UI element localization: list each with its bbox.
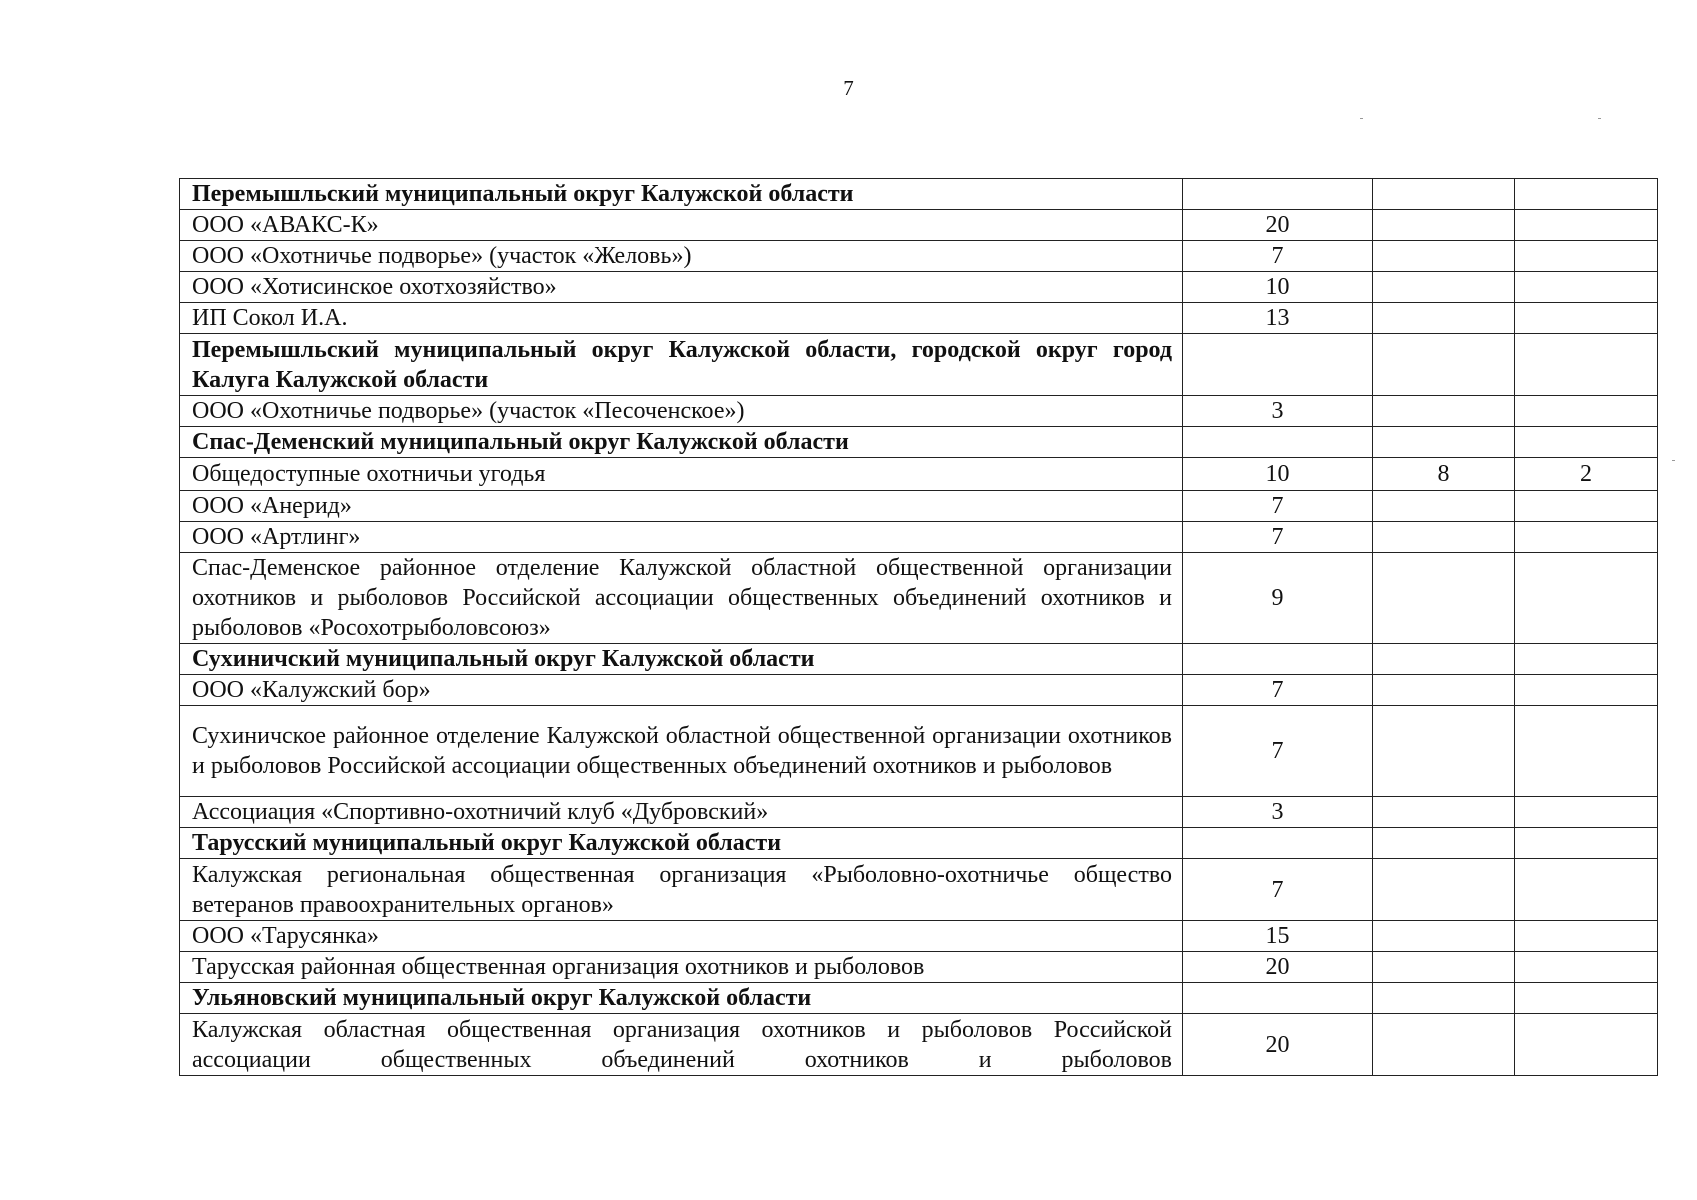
hunting-grounds-table xyxy=(179,178,1657,1076)
section-row xyxy=(180,828,1658,859)
organization-name-cell: Сухиничское районное отделение Калужской областной общественной организации охотников и рыболовов Российской ассоциации общественных объединений охотников и рыболовов xyxy=(180,706,1183,797)
table-row xyxy=(180,303,1658,334)
value-cell-1: 3 xyxy=(1183,797,1373,828)
value-cell-2: 8 xyxy=(1373,458,1515,491)
value-cell-2 xyxy=(1373,828,1515,859)
value-cell-1: 7 xyxy=(1183,522,1373,553)
value-cell-1: 7 xyxy=(1183,859,1373,921)
table-row xyxy=(180,241,1658,272)
value-cell-2 xyxy=(1373,553,1515,644)
table-row xyxy=(180,706,1658,797)
value-cell-2 xyxy=(1373,706,1515,797)
table-row xyxy=(180,553,1658,644)
value-cell-2 xyxy=(1373,859,1515,921)
value-cell-3 xyxy=(1515,427,1658,458)
value-cell-3 xyxy=(1515,241,1658,272)
value-cell-2 xyxy=(1373,272,1515,303)
value-cell-2 xyxy=(1373,241,1515,272)
value-cell-3 xyxy=(1515,272,1658,303)
value-cell-3 xyxy=(1515,952,1658,983)
organization-name-cell: ИП Сокол И.А. xyxy=(180,303,1183,334)
organization-name-cell: ООО «Тарусянка» xyxy=(180,921,1183,952)
value-cell-3 xyxy=(1515,675,1658,706)
value-cell-3 xyxy=(1515,179,1658,210)
organization-name-cell: ООО «Охотничье подворье» (участок «Песоченское») xyxy=(180,396,1183,427)
organization-name-cell: Калужская областная общественная организация охотников и рыболовов Российской ассоциации общественных объединений охотников и рыболовов xyxy=(180,1014,1183,1076)
organization-name-cell: ООО «Калужский бор» xyxy=(180,675,1183,706)
value-cell-2 xyxy=(1373,644,1515,675)
organization-name-cell: ООО «Хотисинское охотхозяйство» xyxy=(180,272,1183,303)
organization-name-cell: Калужская региональная общественная организация «Рыболовно-охотничье общество ветеранов правоохранительных органов» xyxy=(180,859,1183,921)
page-number: 7 xyxy=(843,76,854,100)
value-cell-1: 13 xyxy=(1183,303,1373,334)
table-row xyxy=(180,952,1658,983)
table-body xyxy=(180,179,1658,1076)
value-cell-1: 20 xyxy=(1183,1014,1373,1076)
organization-name-cell: Тарусская районная общественная организация охотников и рыболовов xyxy=(180,952,1183,983)
section-title-cell: Перемышльский муниципальный округ Калужской области xyxy=(180,179,1183,210)
organization-name-cell: Ассоциация «Спортивно-охотничий клуб «Дубровский» xyxy=(180,797,1183,828)
scan-speck xyxy=(1672,460,1675,461)
section-title-cell: Тарусский муниципальный округ Калужской области xyxy=(180,828,1183,859)
table-row xyxy=(180,272,1658,303)
section-row xyxy=(180,983,1658,1014)
value-cell-1 xyxy=(1183,983,1373,1014)
value-cell-2 xyxy=(1373,396,1515,427)
section-row xyxy=(180,179,1658,210)
value-cell-1: 10 xyxy=(1183,272,1373,303)
value-cell-2 xyxy=(1373,797,1515,828)
value-cell-3 xyxy=(1515,706,1658,797)
value-cell-1: 7 xyxy=(1183,491,1373,522)
organization-name-cell: ООО «АВАКС-К» xyxy=(180,210,1183,241)
section-title-cell: Перемышльский муниципальный округ Калужской области, городской округ город Калуга Калужской области xyxy=(180,334,1183,396)
value-cell-3 xyxy=(1515,1014,1658,1076)
value-cell-1 xyxy=(1183,828,1373,859)
table-row xyxy=(180,458,1658,491)
value-cell-3 xyxy=(1515,334,1658,396)
organization-name-cell: Общедоступные охотничьи угодья xyxy=(180,458,1183,491)
value-cell-3 xyxy=(1515,983,1658,1014)
value-cell-1 xyxy=(1183,644,1373,675)
value-cell-1: 20 xyxy=(1183,952,1373,983)
value-cell-1: 20 xyxy=(1183,210,1373,241)
organization-name-cell: ООО «Охотничье подворье» (участок «Желовь») xyxy=(180,241,1183,272)
value-cell-3 xyxy=(1515,644,1658,675)
value-cell-1: 7 xyxy=(1183,241,1373,272)
organization-name-cell: ООО «Анерид» xyxy=(180,491,1183,522)
table-row xyxy=(180,921,1658,952)
scan-speck xyxy=(1598,118,1601,119)
value-cell-2 xyxy=(1373,1014,1515,1076)
value-cell-3 xyxy=(1515,921,1658,952)
value-cell-3 xyxy=(1515,522,1658,553)
value-cell-2 xyxy=(1373,179,1515,210)
organization-name-cell: Спас-Деменское районное отделение Калужской областной общественной организации охотников и рыболовов Российской ассоциации общественных объединений охотников и рыболовов «Росохотрыболовсоюз» xyxy=(180,553,1183,644)
value-cell-2 xyxy=(1373,921,1515,952)
table-row xyxy=(180,675,1658,706)
value-cell-1: 9 xyxy=(1183,553,1373,644)
value-cell-1: 7 xyxy=(1183,675,1373,706)
value-cell-1 xyxy=(1183,179,1373,210)
value-cell-2 xyxy=(1373,675,1515,706)
value-cell-2 xyxy=(1373,210,1515,241)
table-row xyxy=(180,396,1658,427)
value-cell-2 xyxy=(1373,303,1515,334)
value-cell-3 xyxy=(1515,859,1658,921)
table-row xyxy=(180,491,1658,522)
table-row xyxy=(180,797,1658,828)
value-cell-3 xyxy=(1515,828,1658,859)
section-row xyxy=(180,427,1658,458)
section-title-cell: Ульяновский муниципальный округ Калужской области xyxy=(180,983,1183,1014)
value-cell-2 xyxy=(1373,334,1515,396)
section-title-cell: Сухиничский муниципальный округ Калужской области xyxy=(180,644,1183,675)
value-cell-2 xyxy=(1373,522,1515,553)
table-row xyxy=(180,210,1658,241)
value-cell-2 xyxy=(1373,983,1515,1014)
organization-name-cell: ООО «Артлинг» xyxy=(180,522,1183,553)
value-cell-3 xyxy=(1515,396,1658,427)
value-cell-3 xyxy=(1515,553,1658,644)
section-row xyxy=(180,644,1658,675)
data-table xyxy=(179,178,1658,1076)
value-cell-3 xyxy=(1515,797,1658,828)
value-cell-1: 10 xyxy=(1183,458,1373,491)
value-cell-1: 7 xyxy=(1183,706,1373,797)
value-cell-3 xyxy=(1515,210,1658,241)
table-row xyxy=(180,859,1658,921)
section-row xyxy=(180,334,1658,396)
value-cell-1 xyxy=(1183,334,1373,396)
value-cell-3: 2 xyxy=(1515,458,1658,491)
value-cell-1: 15 xyxy=(1183,921,1373,952)
scan-speck xyxy=(1360,118,1363,119)
section-title-cell: Спас-Деменский муниципальный округ Калужской области xyxy=(180,427,1183,458)
value-cell-1 xyxy=(1183,427,1373,458)
table-row xyxy=(180,522,1658,553)
value-cell-2 xyxy=(1373,952,1515,983)
value-cell-3 xyxy=(1515,303,1658,334)
value-cell-2 xyxy=(1373,491,1515,522)
value-cell-2 xyxy=(1373,427,1515,458)
value-cell-1: 3 xyxy=(1183,396,1373,427)
table-row xyxy=(180,1014,1658,1076)
value-cell-3 xyxy=(1515,491,1658,522)
